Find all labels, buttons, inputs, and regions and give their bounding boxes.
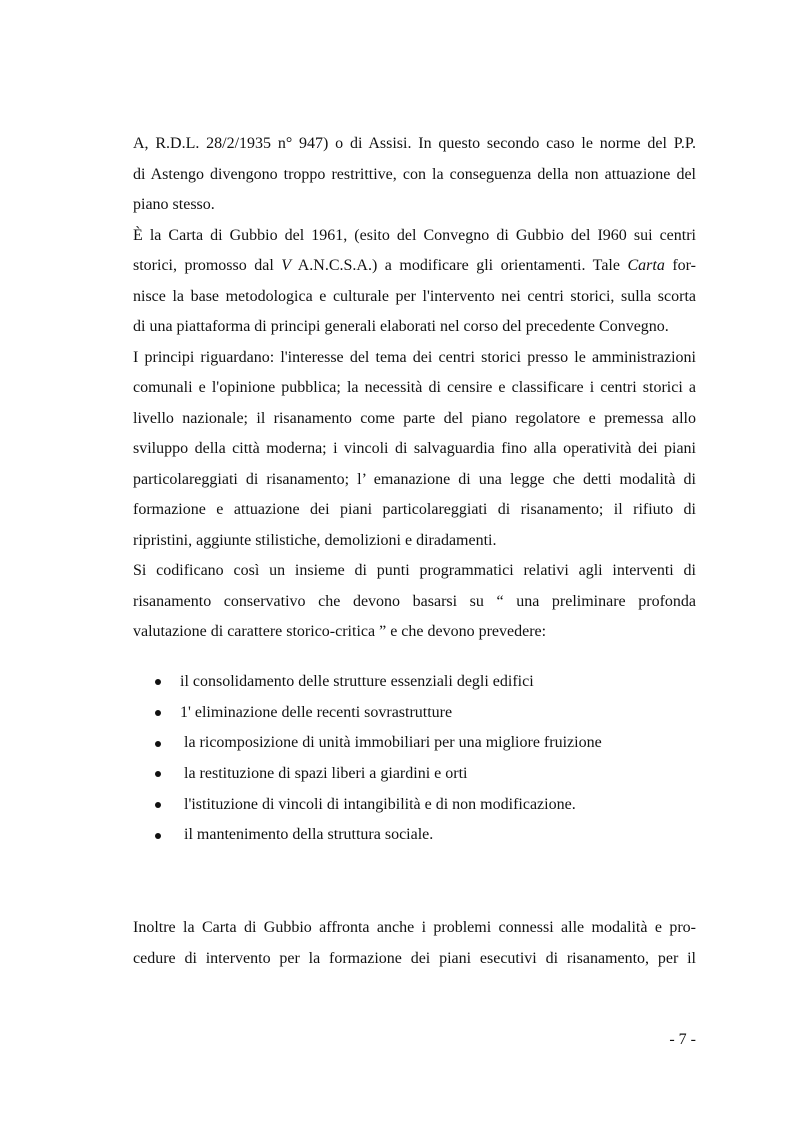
text-fragment: storici, promosso dal (133, 257, 282, 274)
bullet-icon (155, 741, 161, 747)
list-item (155, 667, 602, 698)
text-line: particolareggiati di risanamento; l’ emanazione di una legge che detti modalità di (133, 470, 696, 488)
list-item-text: il mantenimento della struttura sociale. (180, 826, 434, 844)
text-line: Si codificano così un insieme di punti programmatici relativi agli interventi di (133, 562, 696, 579)
bullet-icon (155, 802, 161, 808)
text-line: ripristini, aggiunte stilistiche, demolizioni e diradamenti. (133, 531, 497, 549)
paragraph-5 (133, 913, 696, 974)
list-item (155, 728, 602, 759)
paragraph-1 (133, 129, 696, 221)
text-line: A, R.D.L. 28/2/1935 n° 947) o di Assisi. In questo secondo caso le norme del P.P. (133, 135, 696, 152)
list-item (155, 698, 602, 729)
list-item (155, 790, 602, 821)
page-number: - 7 - (669, 1031, 696, 1048)
text-line: formazione e attuazione dei piani particolareggiati di risanamento; il rifiuto di (133, 501, 696, 518)
text-line: nisce la base metodologica e culturale per l'intervento nei centri storici, sulla scorta (133, 287, 696, 305)
paragraph-4 (133, 556, 696, 648)
text-line: valutazione di carattere storico-critica ” e che devono prevedere: (133, 623, 547, 640)
text-line: comunali e l'opinione pubblica; la necessità di censire e classificare i centri storici a (133, 379, 696, 396)
paragraph-2 (133, 221, 696, 343)
bullet-icon (155, 771, 161, 777)
document-body (133, 129, 696, 648)
list-item-text: la ricomposizione di unità immobiliari per una migliore fruizione (180, 734, 602, 752)
bullet-icon (155, 833, 161, 839)
text-line (133, 251, 696, 282)
list-item-text: l'istituzione di vincoli di intangibilità e di non modificazione. (180, 795, 576, 813)
text-fragment: A.N.C.S.A.) a modificare gli orientamenti. Tale (291, 257, 628, 274)
text-line: Inoltre la Carta di Gubbio affronta anche i problemi connessi alle modalità e pro- (133, 919, 696, 936)
text-line: livello nazionale; il risanamento come parte del piano regolatore e premessa allo (133, 409, 696, 427)
bullet-list (155, 667, 602, 851)
text-line: È la Carta di Gubbio del 1961, (esito del Convegno di Gubbio del I960 sui centri (133, 226, 696, 244)
text-line: cedure di intervento per la formazione dei piani esecutivi di risanamento, per il (133, 949, 696, 967)
text-line: di una piattaforma di principi generali elaborati nel corso del precedente Convegno. (133, 318, 669, 335)
text-line: sviluppo della città moderna; i vincoli di salvaguardia fino alla operatività dei piani (133, 440, 696, 457)
text-line: piano stesso. (133, 196, 215, 213)
italic-carta: Carta (627, 257, 665, 274)
italic-fragment: V (281, 257, 292, 274)
closing-paragraph (133, 913, 696, 974)
text-line: di Astengo divengono troppo restrittive, con la conseguenza della non attuazione del (133, 165, 696, 183)
list-item-text: il consolidamento delle strutture essenziali degli edifici (180, 673, 534, 690)
paragraph-3 (133, 343, 696, 557)
bullet-icon (155, 679, 161, 685)
list-item-text: 1' eliminazione delle recenti sovrastrutture (180, 703, 453, 721)
list-item (155, 759, 602, 790)
text-fragment: for- (664, 257, 697, 274)
text-line: I principi riguardano: l'interesse del tema dei centri storici presso le amministrazioni (133, 348, 696, 366)
bullet-icon (155, 710, 161, 716)
text-line: risanamento conservativo che devono basarsi su “ una preliminare profonda (133, 592, 696, 610)
list-item (155, 820, 602, 851)
list-item-text: la restituzione di spazi liberi a giardini e orti (180, 765, 468, 783)
